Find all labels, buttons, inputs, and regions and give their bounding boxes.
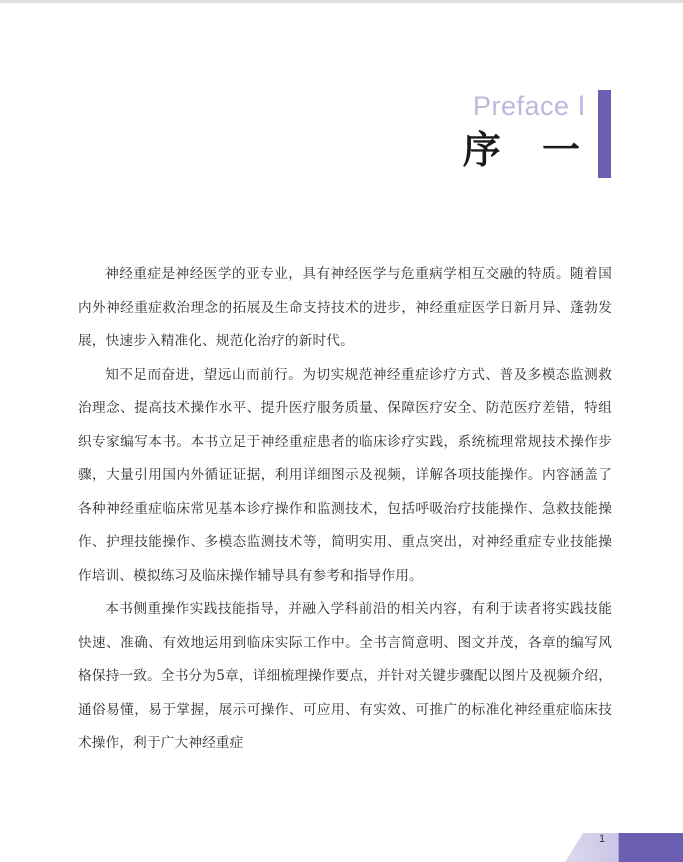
- top-rule: [0, 0, 683, 3]
- body-text: [78, 258, 612, 761]
- paragraph-3: 本书侧重操作实践技能指导，并融入学科前沿的相关内容，有利于读者将实践技能快速、准确、有效地运用到临床实际工作中。全书言简意明、图文并茂，各章的编写风格保持一致。全书分为5章，详细梳理操作要点，并针对关键步骤配以图片及视频介绍，通俗易懂，易于掌握，展示可操作、可应用、有实效、可推广的标准化神经重症临床技术操作，利于广大神经重症: [78, 601, 612, 751]
- accent-bar: [598, 90, 611, 178]
- paragraph-1: 神经重症是神经医学的亚专业，具有神经医学与危重病学相互交融的特质。随着国内外神经重症救治理念的拓展及生命支持技术的进步，神经重症医学日新月异、蓬勃发展，快速步入精准化、规范化治疗的新时代。: [78, 266, 612, 349]
- chapter-title: 序 一: [462, 127, 594, 172]
- paragraph-2: 知不足而奋进，望远山而前行。为切实规范神经重症诊疗方式、普及多模态监测救治理念、提高技术操作水平、提升医疗服务质量、保障医疗安全、防范医疗差错，特组织专家编写本书。本书立足于神经重症患者的临床诊疗实践，系统梳理常规技术操作步骤，大量引用国内外循证证据，利用详细图示及视频，详解各项技能操作。内容涵盖了各种神经重症临床常见基本诊疗操作和监测技术，包括呼吸治疗技能操作、急救技能操作、护理技能操作、多模态监测技术等，简明实用、重点突出，对神经重症专业技能操作培训、模拟练习及临床操作辅导具有参考和指导作用。: [78, 366, 612, 584]
- preface-label: Preface Ⅰ: [472, 91, 586, 121]
- page-number: 1: [598, 833, 606, 845]
- footer-bar: [565, 833, 683, 862]
- chapter-header: [462, 90, 594, 172]
